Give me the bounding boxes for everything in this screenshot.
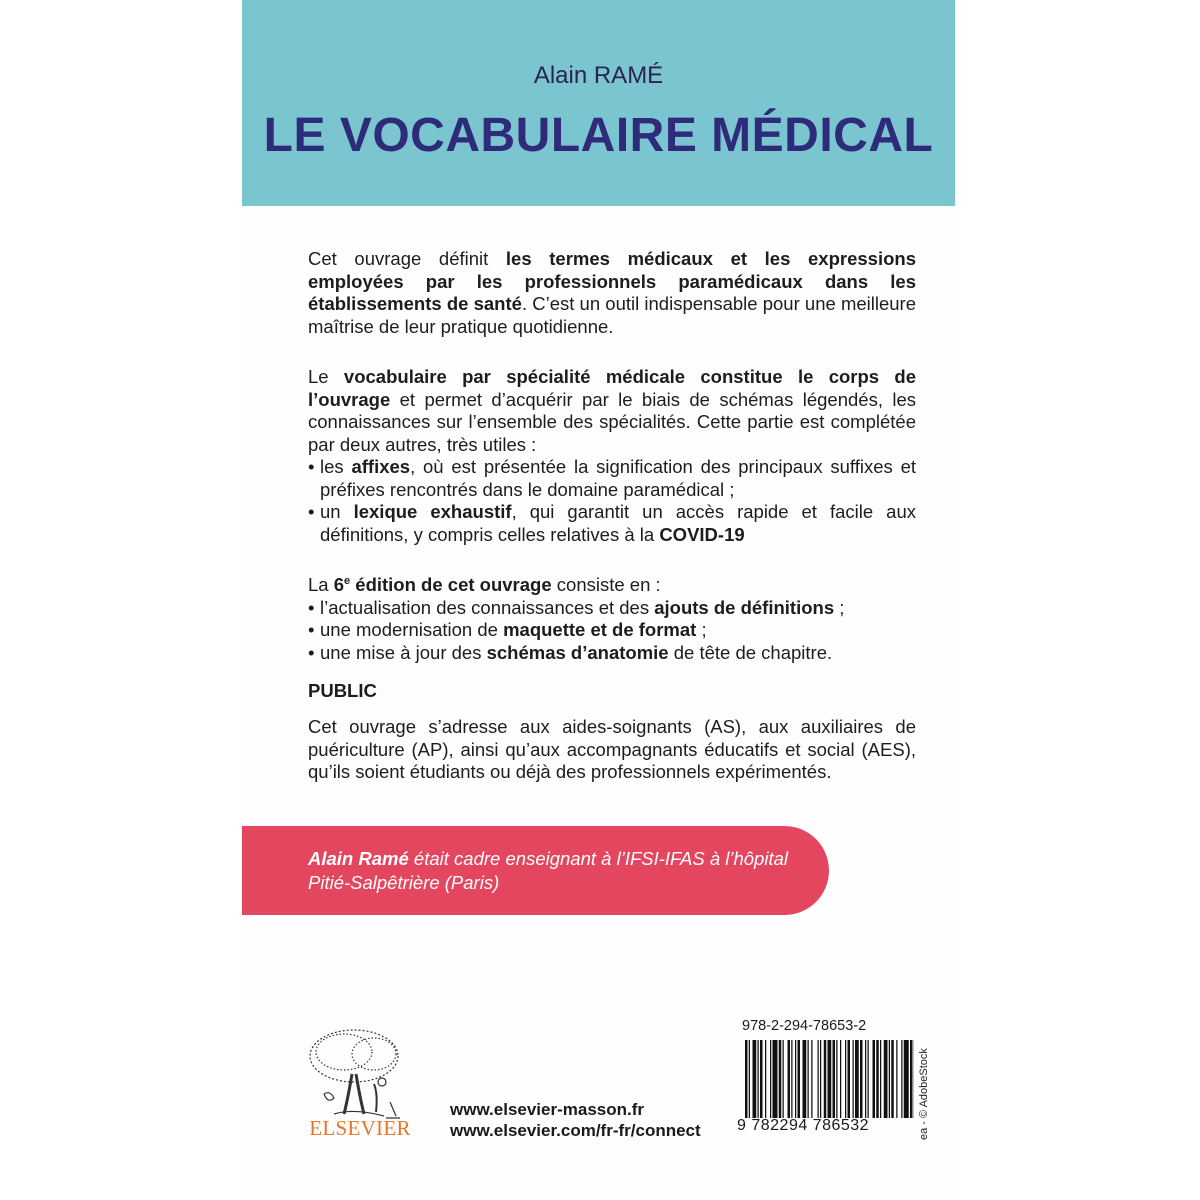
barcode-bar: [855, 1040, 859, 1118]
description-paragraph-2: Le vocabulaire par spécialité médicale constitue le corps de l’ouvrage et permet d’acquérir par le biais de schémas légendés, les connaissances sur l’ensemble des spécialités. Cette partie est complétée par deux autres, très utiles : • les affixes, où est présentée la signification des principaux suffixes et préfixes rencontrés dans le domaine paramédical ; • un lexique exhaustif, qui garantit un accès rapide et facile aux définitions, y compris celles relatives à la COVID-19: [308, 366, 917, 545]
barcode-number: 9 782294 786532: [737, 1117, 870, 1134]
barcode-bar: [828, 1040, 832, 1118]
barcode-bar: [745, 1040, 748, 1118]
barcode-bar: [758, 1040, 759, 1118]
barcode-bar: [860, 1040, 863, 1118]
barcode-bar: [788, 1040, 791, 1118]
description-paragraph-3: La 6e édition de cet ouvrage consiste en : • l’actualisation des connaissances et des ajouts de définitions ; • une modernisation de maquette et de format ; • une mise à jour des schémas d’anatomie de tête de chapitre.: [308, 570, 916, 664]
barcode-bar: [868, 1040, 869, 1118]
public-heading: PUBLIC: [308, 680, 377, 701]
barcode-bar: [760, 1040, 763, 1118]
list-item: • une modernisation de maquette et de format ;: [308, 619, 707, 641]
barcode-image: [745, 1040, 914, 1118]
barcode-bar: [873, 1040, 876, 1118]
barcode-bar: [824, 1040, 827, 1118]
author-note: Alain Ramé était cadre enseignant à l’IFSI-IFAS à l’hôpital Pitié-Salpêtrière (Paris): [308, 848, 788, 893]
barcode-bar: [901, 1040, 902, 1118]
barcode-bar: [773, 1040, 778, 1118]
barcode-bar: [783, 1040, 784, 1118]
barcode-bar: [791, 1040, 792, 1118]
barcode-bar: [753, 1040, 757, 1118]
author-name: Alain RAMÉ: [533, 62, 664, 89]
cover-header-band: [242, 0, 955, 206]
publisher-url-1[interactable]: www.elsevier-masson.fr: [450, 1100, 645, 1119]
barcode-bar: [818, 1040, 819, 1118]
barcode-bar: [896, 1040, 897, 1118]
barcode-bar: [798, 1040, 801, 1118]
book-back-cover: [242, 0, 955, 1200]
barcode-bar: [904, 1040, 909, 1118]
list-item: • une mise à jour des schémas d’anatomie de tête de chapitre.: [308, 641, 833, 663]
isbn-label: 978-2-294-78653-2: [742, 1018, 867, 1034]
barcode-bar: [845, 1040, 846, 1118]
barcode-bar: [765, 1040, 766, 1118]
barcode-bar: [803, 1040, 807, 1118]
list-item: • l’actualisation des connaissances et des ajouts de définitions ;: [308, 596, 845, 618]
book-title: LE VOCABULAIRE MÉDICAL: [263, 109, 934, 162]
barcode-bar: [808, 1040, 809, 1118]
barcode-bar: [884, 1040, 888, 1118]
barcode-bar: [749, 1040, 750, 1118]
barcode-bar: [836, 1040, 837, 1118]
barcode-bar: [853, 1040, 854, 1118]
list-item: • les affixes, où est présentée la signification des principaux suffixes et préfixes rencontrés dans le domaine paramédical ;: [308, 456, 916, 500]
list-item: • un lexique exhaustif, qui garantit un accès rapide et facile aux définitions, y compris celles relatives à la COVID-19: [308, 501, 916, 545]
barcode-bar: [876, 1040, 879, 1118]
elsevier-wordmark: ELSEVIER: [309, 1116, 411, 1140]
barcode-bar: [880, 1040, 881, 1118]
barcode-bar: [811, 1040, 812, 1118]
barcode-bar: [891, 1040, 894, 1118]
description-paragraph-1: Cet ouvrage définit les termes médicaux et les expressions employées par les professionnels paramédicaux dans les établissements de santé. C’est un outil indispensable pour une meilleure maîtrise de leur pratique quotidienne.: [308, 248, 917, 337]
barcode-bar: [848, 1040, 851, 1118]
barcode-bar: [795, 1040, 796, 1118]
publisher-url-2[interactable]: www.elsevier.com/fr-fr/connect: [450, 1121, 701, 1140]
public-paragraph: Cet ouvrage s’adresse aux aides-soignants (AS), aux auxiliaires de puériculture (AP), ainsi qu’aux accompagnants éducatifs et social (AES), qu’ils soient étudiants ou déjà des professionnels expérimentés.: [308, 716, 916, 782]
barcode-bar: [820, 1040, 821, 1118]
barcode-bar: [889, 1040, 890, 1118]
barcode-bar: [910, 1040, 913, 1118]
barcode-bar: [779, 1040, 782, 1118]
barcode-bar: [770, 1040, 771, 1118]
image-credit: ea - © AdobeStock: [918, 1048, 930, 1140]
barcode-bar: [865, 1040, 866, 1118]
barcode-bar: [833, 1040, 836, 1118]
barcode-bar: [840, 1040, 841, 1118]
